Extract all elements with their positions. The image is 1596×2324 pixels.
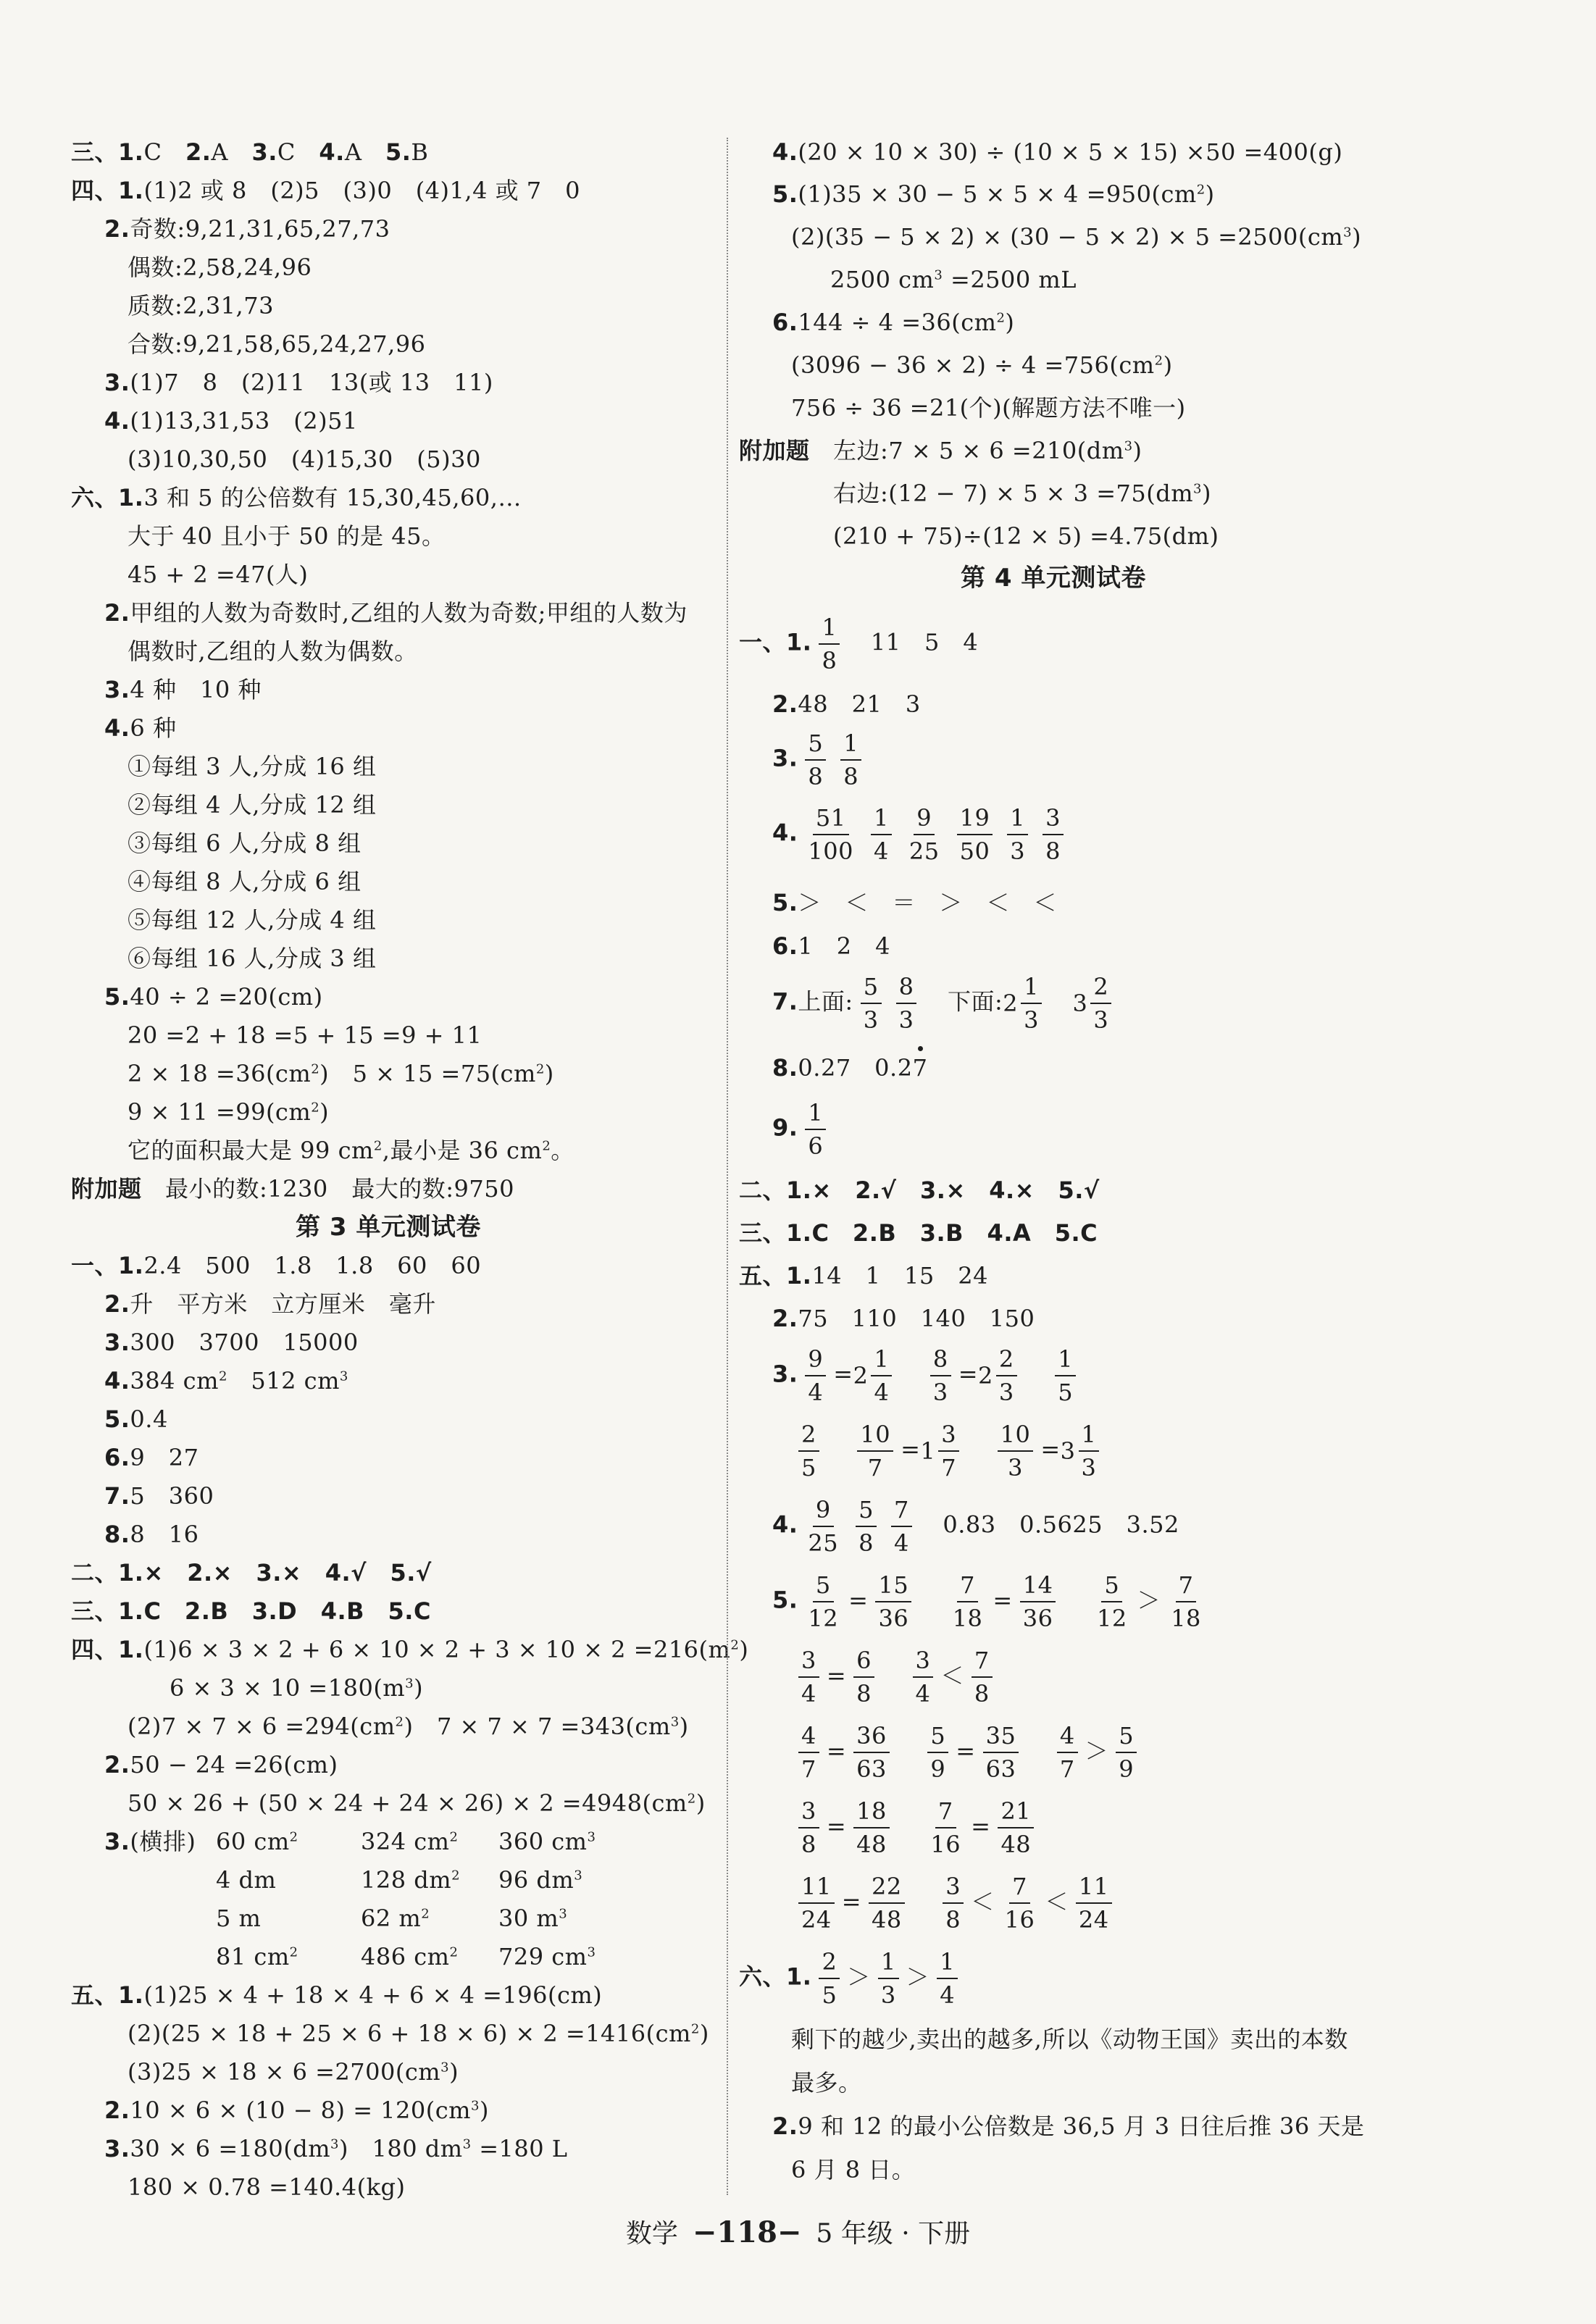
extra-label: 附加题: [71, 1175, 142, 1203]
answer-line: 6.1 2 4: [772, 932, 891, 960]
fraction: $\frac{6}{8}$: [853, 1649, 874, 1705]
subject-label: 数学: [625, 2219, 678, 2249]
column-divider: [727, 138, 728, 2195]
answer-line: 二、1.× 2.√ 3.× 4.× 5.√: [739, 1176, 1100, 1204]
fraction: $\frac{36}{63}$: [853, 1724, 890, 1781]
answer-line: 最多。: [791, 2069, 862, 2097]
fraction: $\frac{5}{3}$: [861, 975, 882, 1032]
fraction: $\frac{1}{3}$: [878, 1950, 899, 2007]
operator: =: [826, 1661, 847, 1689]
operator: [882, 1662, 906, 1689]
answer-line: 2.75 110 140 150: [772, 1305, 1035, 1332]
answer-line: 45 + 2 =47(人): [128, 561, 309, 588]
fraction: $\frac{3}{4}$: [913, 1649, 934, 1705]
answer-line: 质数:2,31,73: [128, 292, 274, 319]
operator: [897, 1737, 921, 1765]
answer-line: $6.144 \div 4 =36(cm^2)$: [772, 309, 1015, 336]
answer-line: 3.(横排): [104, 1828, 196, 1855]
answer-line: 6 月 8 日。: [791, 2156, 916, 2183]
operator: ＞: [1137, 1586, 1161, 1614]
answer-line: 8.0.27 0.27: [772, 1054, 928, 1082]
answer-line: $6 \times 3 \times 10 =180(m^3)$: [170, 1674, 424, 1702]
fraction: $\frac{22}{48}$: [869, 1875, 905, 1931]
answer-line: 7.5 360: [104, 1482, 214, 1510]
operator: ＞: [847, 1963, 871, 1991]
fraction: $\frac{2}{5}$: [819, 1950, 840, 2007]
answer-line: [791, 1647, 1000, 1708]
answer-line: 9. $\frac{1}{6}$: [772, 1101, 833, 1158]
table-cell: 4 dm: [216, 1866, 277, 1894]
answer-line: 5.＞ ＜ ＝ ＞ ＜ ＜: [772, 889, 1057, 916]
table-cell: 62 $m^2$: [361, 1905, 430, 1932]
answer-line: 一、1.2.4 500 1.8 1.8 60 60: [71, 1252, 482, 1279]
table-cell: 60 $cm^2$: [216, 1828, 298, 1855]
fraction: $\frac{1}{8}$: [840, 732, 861, 788]
fraction: $\frac{11}{24}$: [1076, 1875, 1112, 1931]
fraction: $\frac{1}{3}$: [1007, 806, 1028, 863]
operator: [912, 1888, 936, 1915]
operator: =: [826, 1812, 847, 1840]
answer-line: 2500 $cm^3 =2500$ mL: [830, 266, 1077, 293]
table-cell: 96 $dm^3$: [498, 1866, 583, 1894]
table-cell: 729 $cm^3$: [498, 1943, 596, 1970]
fraction: $\frac{7}{18}$: [952, 1571, 983, 1632]
answer-line: 7.上面: $\frac{5}{3}$ $\frac{8}{3}$ 下面: 2 1 3 3 2 3: [772, 975, 1119, 1032]
unit3-title: 第 3 单元测试卷: [296, 1213, 481, 1242]
answer-line: 合数:9,21,58,65,24,27,96: [128, 330, 426, 358]
fraction: $\frac{51}{100}$: [808, 804, 853, 865]
answer-line: (210 + 75)÷(12 × 5) =4.75(dm): [833, 522, 1219, 550]
fraction: $\frac{5}{12}$: [1096, 1571, 1127, 1632]
answer-line: $2.10 \times 6 \times (10 - 8) = 120(cm^3)$: [104, 2097, 489, 2124]
answer-line: $\frac{2}{5}$ $\frac{10}{7}$ = 1 3 7 $\frac{10}{3}$ = 3 1 3: [791, 1423, 1106, 1479]
fraction: $\frac{4}{7}$: [798, 1724, 819, 1781]
grade-label: 5 年级 · 下册: [816, 2219, 971, 2249]
fraction: $\frac{5}{9}$: [927, 1724, 948, 1781]
fraction: $\frac{9}{25}$: [908, 804, 940, 865]
operator: =: [956, 1736, 976, 1765]
answer-line: 2.甲组的人数为奇数时,乙组的人数为奇数;甲组的人数为: [104, 599, 688, 627]
operator: [919, 1587, 943, 1614]
fraction: $\frac{5}{9}$: [1116, 1724, 1137, 1781]
answer-line: $(3)25 \times 18 \times 6 =2700(cm^3)$: [128, 2058, 459, 2086]
answer-line: $5.(1)35 \times 30 - 5 \times 5 \times 4 =950(cm^2)$: [772, 180, 1215, 208]
answer-line: 附加题 最小的数:1230 最大的数:9750: [71, 1175, 514, 1203]
answer-line: 六、1.3 和 5 的公倍数有 15,30,45,60,…: [71, 484, 522, 511]
fraction: $\frac{4}{7}$: [1057, 1724, 1078, 1781]
extra-label: 附加题: [739, 437, 810, 464]
table-cell: 128 $dm^2$: [361, 1866, 461, 1894]
answer-line: 它的面积最大是 99 $cm^2$,最小是 36 $cm^2$。: [128, 1137, 575, 1164]
answer-line: 4.(1)13,31,53 (2)51: [104, 407, 358, 435]
answer-line: $3.30 \times 6 =180(dm^3)$ 180 $dm^3 =180$ L: [104, 2135, 568, 2162]
repeating-decimal-digit: 7: [912, 1054, 928, 1082]
answer-line: 2.9 和 12 的最小公倍数是 36,5 月 3 日往后推 36 天是: [772, 2112, 1365, 2140]
answer-line: 3. $\frac{9}{4}$ = 2 1 4 $\frac{8}{3}$ = 2 2 3 $\frac{1}{5}$: [772, 1347, 1083, 1404]
unit4-title: 第 4 单元测试卷: [961, 564, 1146, 593]
operator: ＜: [971, 1887, 995, 1915]
answer-line: 三、1.C 2.A 3.C 4.A 5.B: [71, 138, 429, 166]
mixed-number: 2 1 3: [1003, 975, 1049, 1032]
answer-line: (3)10,30,50 (4)15,30 (5)30: [128, 446, 481, 473]
answer-line: 756 ÷ 36 =21(个)(解题方法不唯一): [791, 394, 1186, 422]
operator: =: [826, 1736, 847, 1765]
answer-line: 四、1.(1)2 或 8 (2)5 (3)0 (4)1,4 或 7 0: [71, 177, 580, 204]
answer-line: 2.奇数:9,21,31,65,27,73: [104, 215, 390, 243]
answer-line: 剩下的越少,卖出的越多,所以《动物王国》卖出的本数: [791, 2026, 1348, 2053]
operator: ＞: [906, 1963, 930, 1991]
fraction: $\frac{5}{8}$: [805, 732, 826, 788]
answer-line: 偶数时,乙组的人数为偶数。: [128, 638, 418, 665]
fraction: $\frac{3}{8}$: [798, 1800, 819, 1856]
answer-line: 4. $\frac{51}{100}$ $\frac{1}{4}$ $\frac{9}{25}$ $\frac{19}{50}$ $\frac{1}{3}$ $\frac{3}{8}$: [772, 806, 1071, 863]
table-cell: 486 $cm^2$: [361, 1943, 459, 1970]
operator: [1063, 1587, 1087, 1614]
answer-line: ⑥每组 16 人,分成 3 组: [128, 945, 377, 972]
fraction: $\frac{7}{16}$: [930, 1797, 961, 1858]
table-cell: 30 $m^3$: [498, 1905, 568, 1932]
operator: ＞: [1085, 1736, 1109, 1765]
fraction: $\frac{1}{4}$: [937, 1950, 958, 2007]
answer-line: [791, 1873, 1119, 1934]
fraction: $\frac{35}{63}$: [983, 1724, 1019, 1781]
answer-line: $(2)7 \times 7 \times 6 =294(cm^2)$ $7 \times 7 \times 7 =343(cm^3)$: [128, 1713, 689, 1740]
answer-line: 5. $\frac{5}{12}$ = $\frac{15}{36}$ $\frac{7}{18}$ = $\frac{14}{36}$ $\frac{5}{12}$ ＞ $\frac{7}{18}$: [772, 1573, 1211, 1630]
answer-line: 4. $\frac{9}{25}$ $\frac{5}{8}$ $\frac{7}{4}$ 0.83 0.5625 3.52: [772, 1496, 1179, 1557]
answer-line: 180 × 0.78 =140.4(kg): [128, 2173, 406, 2201]
answer-line: 20 =2 + 18 =5 + 15 =9 + 11: [128, 1021, 482, 1049]
fraction: $\frac{1}{8}$: [819, 616, 840, 672]
answer-line: ①每组 3 人,分成 16 组: [128, 753, 377, 780]
fraction: $\frac{3}{4}$: [798, 1649, 819, 1705]
answer-line: 四、$1.(1)6 \times 3 \times 2 + 6 \times 10 \times 2 + 3 \times 10 \times 2 =216(m^2)$: [71, 1636, 749, 1663]
operator: =: [841, 1887, 862, 1915]
operator: =: [993, 1586, 1013, 1614]
operator: ＜: [1045, 1887, 1069, 1915]
answer-line: 3.(1)7 8 (2)11 13(或 13 11): [104, 369, 493, 396]
operator: [897, 1813, 921, 1840]
answer-line: 六、1. $\frac{2}{5}$ ＞ $\frac{1}{3}$ ＞ $\frac{1}{4}$: [739, 1950, 965, 2007]
fraction: $\frac{7}{8}$: [972, 1649, 993, 1705]
answer-line: $2 \times 18 =36(cm^2)$ $5 \times 15 =75(cm^2)$: [128, 1060, 554, 1087]
fraction: $\frac{11}{24}$: [798, 1875, 835, 1931]
fraction: $\frac{8}{3}$: [896, 975, 917, 1032]
fraction: $\frac{5}{12}$: [808, 1571, 839, 1632]
mixed-number: 3 2 3: [1072, 975, 1119, 1032]
answer-line: 4.384 $cm^2$ 512 $cm^3$: [104, 1367, 348, 1395]
answer-line: ⑤每组 12 人,分成 4 组: [128, 906, 377, 934]
answer-line: 大于 40 且小于 50 的是 45。: [128, 522, 446, 550]
table-cell: 5 m: [216, 1905, 262, 1932]
fraction: $\frac{19}{50}$: [957, 806, 993, 863]
operator: ＜: [940, 1661, 964, 1689]
answer-line: 右边:(12 − $7) \times 5 \times 3 =75(dm^3)$: [833, 480, 1211, 507]
answer-line: 三、1.C 2.B 3.D 4.B 5.C: [71, 1597, 431, 1625]
fraction: $\frac{7}{18}$: [1171, 1571, 1201, 1632]
fraction: $\frac{3}{8}$: [943, 1875, 964, 1931]
answer-line: ③每组 6 人,分成 8 组: [128, 829, 362, 857]
fraction: $\frac{3}{8}$: [1043, 806, 1064, 863]
operator: [1026, 1737, 1050, 1765]
operator: =: [848, 1586, 869, 1614]
fraction: $\frac{7}{16}$: [1004, 1873, 1035, 1934]
answer-line: [791, 1724, 1144, 1781]
answer-line: [791, 1797, 1041, 1858]
answer-line: 3.4 种 10 种: [104, 676, 262, 703]
fraction: $\frac{15}{36}$: [875, 1573, 911, 1630]
answer-line: 一、1. $\frac{1}{8}$ 11 5 4: [739, 614, 979, 674]
fraction: $\frac{1}{4}$: [871, 806, 892, 863]
answer-line: 附加题 左边:7 × $5 \times 6 =210(dm^3)$: [739, 437, 1142, 464]
answer-line: 8.8 16: [104, 1521, 199, 1548]
answer-line: 五、1.(1)25 × 4 + 18 × 4 + 6 × 4 =196(cm): [71, 1981, 603, 2009]
page-footer: [0, 2213, 1596, 2250]
answer-line: 3. $\frac{5}{8}$ $\frac{1}{8}$: [772, 732, 869, 788]
table-cell: 324 $cm^2$: [361, 1828, 459, 1855]
answer-line: $9 \times 11 =99(cm^2)$: [128, 1098, 330, 1126]
answer-line: 5.0.4: [104, 1405, 168, 1433]
answer-line: $50 \times 26 + (50 \times 24 + 24 \times 26) \times 2 =4948(cm^2)$: [128, 1789, 706, 1817]
answer-line: ④每组 8 人,分成 6 组: [128, 868, 362, 895]
answer-line: $(2)(25 \times 18 + 25 \times 6 + 18 \times 6) \times 2 =1416(cm^2)$: [128, 2020, 709, 2047]
answer-line: 3.300 3700 15000: [104, 1329, 359, 1356]
answer-line: 二、1.× 2.× 3.× 4.√ 5.√: [71, 1559, 432, 1587]
fraction: $\frac{1}{6}$: [805, 1101, 826, 1158]
answer-line: 5.40 ÷ 2 =20(cm): [104, 983, 323, 1011]
fraction: $\frac{18}{48}$: [853, 1800, 890, 1856]
answer-line: 2.48 21 3: [772, 690, 921, 718]
answer-line: ②每组 4 人,分成 12 组: [128, 791, 377, 819]
table-cell: 360 $cm^3$: [498, 1828, 596, 1855]
answer-line: 2.升 平方米 立方厘米 毫升: [104, 1290, 436, 1318]
answer-line: 2.50 − 24 =26(cm): [104, 1751, 338, 1778]
answer-line: $(3096 - 36 \times 2) \div 4 =756(cm^2)$: [791, 351, 1173, 379]
answer-line: 4.(20 × 10 × 30) ÷ (10 × 5 × 15) ×50 =400(g): [772, 138, 1343, 166]
fraction: $\frac{21}{48}$: [998, 1800, 1034, 1856]
answer-line: 三、1.C 2.B 3.B 4.A 5.C: [739, 1219, 1098, 1247]
answer-line: 五、1.14 1 15 24: [739, 1262, 988, 1290]
answer-line: 6.9 27: [104, 1444, 199, 1471]
fraction: $\frac{14}{36}$: [1020, 1573, 1056, 1630]
answer-line: 偶数:2,58,24,96: [128, 254, 312, 281]
answer-line: $(2)(35 - 5 \times 2) \times (30 - 5 \times 2) \times 5 =2500(cm^3)$: [791, 223, 1362, 251]
answer-line: 4.6 种: [104, 714, 177, 742]
operator: =: [971, 1812, 991, 1840]
page-number: −118−: [692, 2215, 802, 2249]
table-cell: 81 $cm^2$: [216, 1943, 298, 1970]
